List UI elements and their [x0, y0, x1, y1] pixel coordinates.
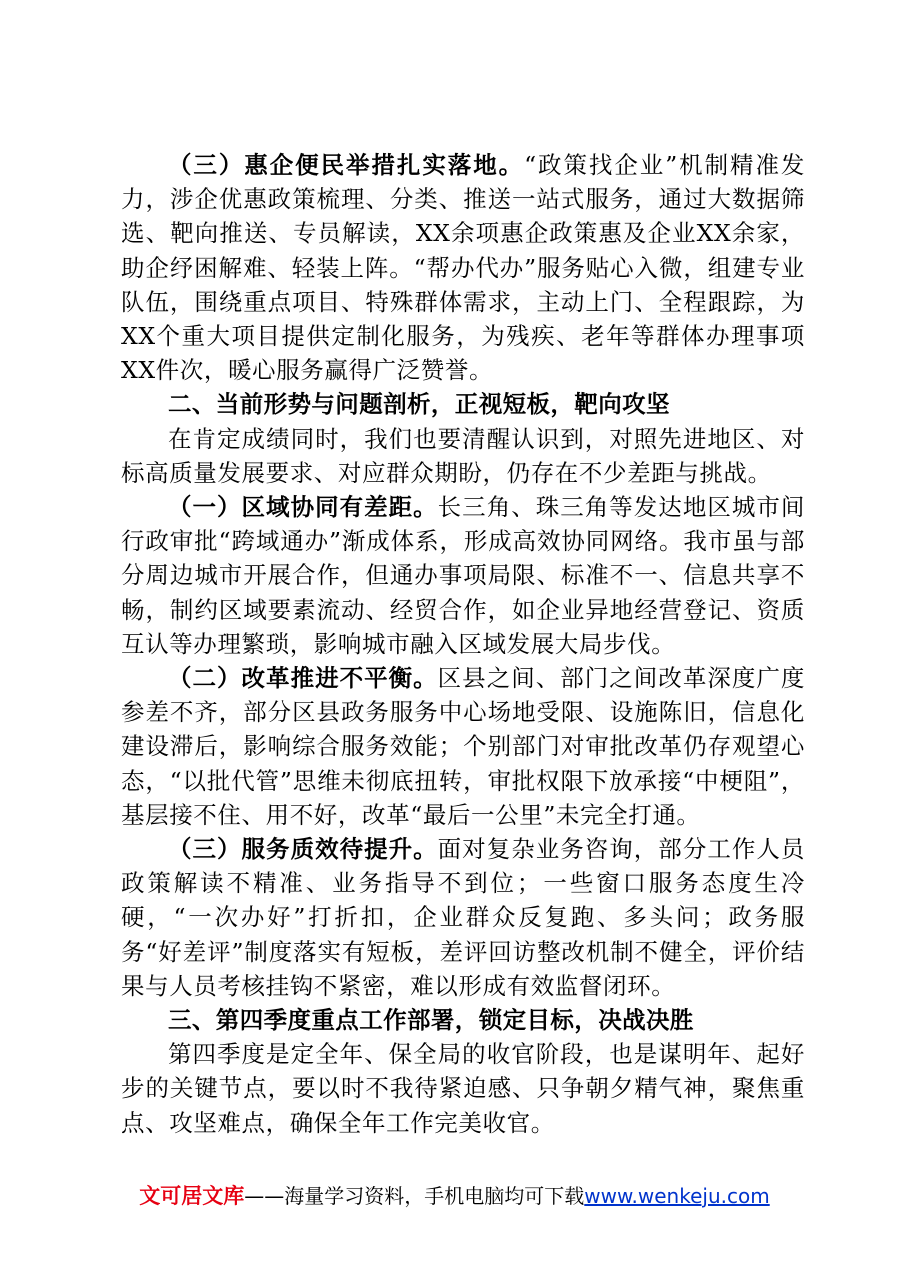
paragraph: [121, 490, 805, 661]
paragraph-lead: （三）惠企便民举措扎实落地。: [168, 151, 525, 179]
website-link[interactable]: www.wenkeju.com: [584, 1184, 770, 1208]
paragraph-text: 面对复杂业务咨询，部分工作人员政策解读不精准、业务指导不到位；一些窗口服务态度生冷硬，“一次办好”打折扣，企业群众反复跑、多头问；政务服务“好差评”制度落实有短板，差评回访整改机制不健全，评价结果与人员考核挂钩不紧密，难以形成有效监督闭环。: [121, 835, 805, 1000]
paragraph: [121, 148, 805, 387]
footer-banner: [0, 1182, 909, 1210]
brand-name: 文可居文库: [139, 1184, 245, 1208]
paragraph: [121, 661, 805, 832]
document-body: [121, 148, 805, 1140]
paragraph-text: 区县之间、部门之间改革深度广度参差不齐，部分区县政务服务中心场地受限、设施陈旧，信息化建设滞后，影响综合服务效能；个别部门对审批改革仍存观望心态，“以批代管”思维未彻底扭转，审批权限下放承接“中梗阻”，基层接不住、用不好，改革“最后一公里”未完全打通。: [121, 664, 805, 829]
paragraph-text: 长三角、珠三角等发达地区城市间行政审批“跨域通办”渐成体系，形成高效协同网络。我市虽与部分周边城市开展合作，但通办事项局限、标准不一、信息共享不畅，制约区域要素流动、经贸合作，如企业异地经营登记、资质互认等办理繁琐，影响城市融入区域发展大局步伐。: [121, 493, 805, 658]
paragraph-text: “政策找企业”机制精准发力，涉企优惠政策梳理、分类、推送一站式服务，通过大数据筛选、靶向推送、专员解读，XX余项惠企政策惠及企业XX余家，助企纾困解难、轻装上阵。“帮办代办”服务贴心入微，组建专业队伍，围绕重点项目、特殊群体需求，主动上门、全程跟踪，为XX个重大项目提供定制化服务，为残疾、老年等群体办理事项XX件次，暖心服务赢得广泛赞誉。: [121, 151, 805, 385]
paragraph: [121, 832, 805, 1003]
footer-slogan: ——海量学习资料，手机电脑均可下载: [244, 1184, 585, 1208]
paragraph-lead: （一）区域协同有差距。: [168, 493, 438, 522]
paragraph-lead: （三）服务质效待提升。: [168, 835, 438, 864]
paragraph-text: 在肯定成绩同时，我们也要清醒认识到，对照先进地区、对标高质量发展要求、对应群众期盼，仍存在不少差距与挑战。: [121, 424, 805, 487]
section-heading: 二、当前形势与问题剖析，正视短板，靶向攻坚: [168, 390, 670, 419]
paragraph: [121, 422, 805, 490]
section-heading: 三、第四季度重点工作部署，锁定目标，决战决胜: [168, 1006, 694, 1035]
paragraph: [121, 1037, 805, 1140]
paragraph-lead: （二）改革推进不平衡。: [168, 664, 438, 693]
paragraph-text: 第四季度是定全年、保全局的收官阶段，也是谋明年、起好步的关键节点，要以时不我待紧迫感、只争朝夕精气神，聚焦重点、攻坚难点，确保全年工作完美收官。: [121, 1040, 805, 1137]
